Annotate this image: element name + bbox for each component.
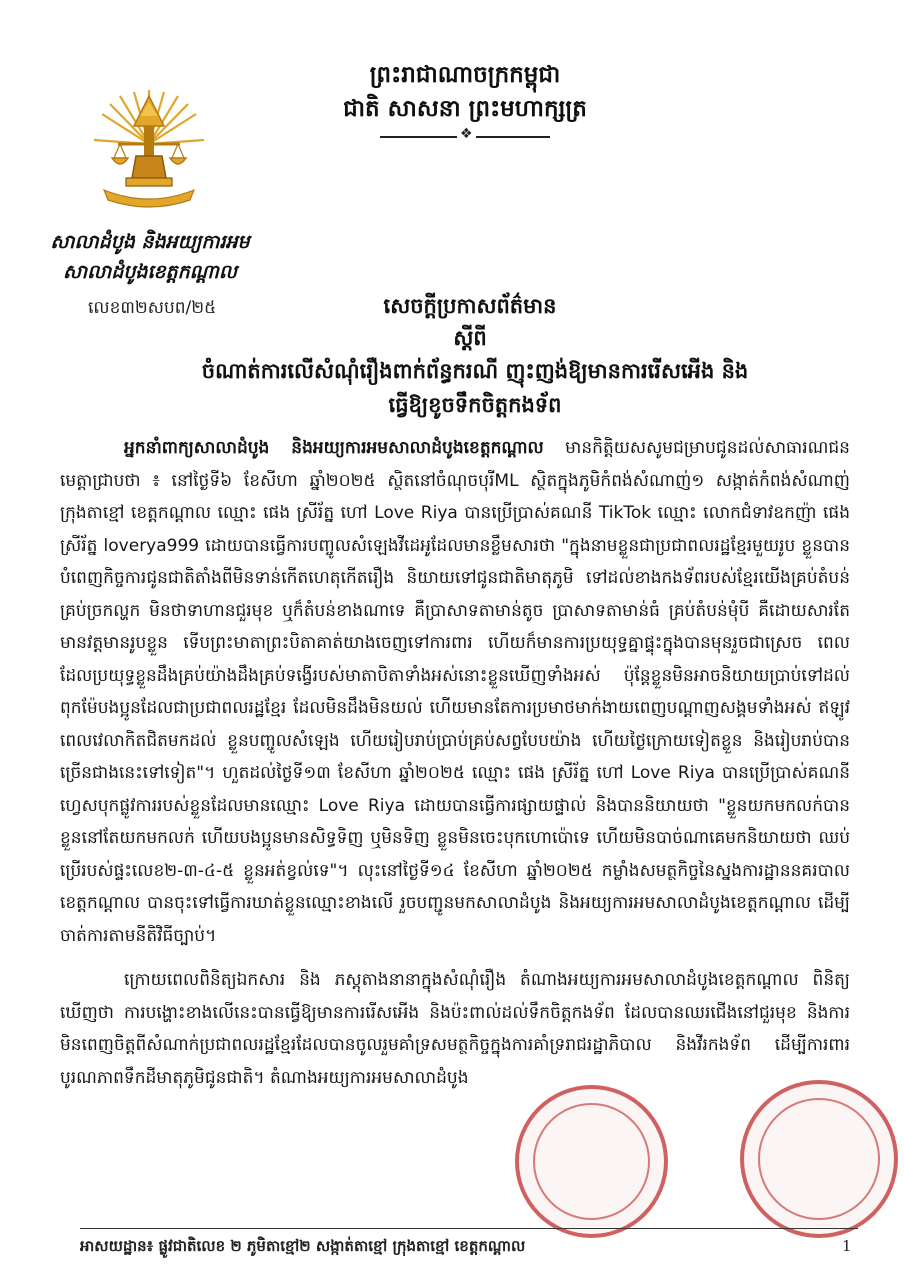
document-subject-line2: ធ្វើឱ្យខូចទឹកចិត្តកងទ័ព: [388, 393, 562, 417]
seal-inner-ring: [758, 1098, 880, 1220]
document-title-block: [110, 290, 840, 422]
national-motto: ជាតិ សាសនា ព្រះមហាក្សត្រ: [343, 96, 587, 122]
court-name-line2: សាលាដំបូងខេត្តកណ្ដាល: [63, 261, 237, 283]
body-paragraph-2: ក្រោយពេលពិនិត្យឯកសារ និង ភស្តុតាងនានាក្នុងសំណុំរឿង តំណាងអយ្យការអមសាលាដំបូងខេត្តកណ្ដាល ពិនិត្យឃើញថា ការបង្ហោះខាងលើនេះបានធ្វើឱ្យមានការរើសអើង និងប៉ះពាល់ដល់ទឹកចិត្តកងទ័ព ដែលបានឈរជើងនៅជួរមុខ និងការមិនពេញចិត្តពីសំណាក់ប្រជាពលរដ្ឋខ្មែរដែលបានចូលរួមគាំទ្រសមត្ថកិច្ចក្នុងការគាំទ្ររាជរដ្ឋាភិបាល និងវីរកងទ័ព ដើម្បីការពារបូរណភាពទឹកដីមាតុភូមិជូនជាតិ។ តំណាងអយ្យការអមសាលាដំបូង: [60, 970, 850, 1088]
document-subject-line1: ចំណាត់ការលើសំណុំរឿងពាក់ព័ន្ធករណី ញុះញង់ឱ្យមានការរើសអើង និង: [201, 359, 749, 383]
paragraph-text: មានកិត្តិយសសូមជម្រាបជូនដល់សាធារណជនមេត្តាជ្រាបថា ៖ នៅថ្ងៃទី៦ ខែសីហា ឆ្នាំ២០២៥ ស្ថិតនៅចំណុចបុរីML ស្ថិតក្នុងភូមិកំពង់សំណាញ់១ សង្កាត់កំពង់សំណាញ់ ក្រុងតាខ្មៅ ខេត្តកណ្ដាល ឈ្មោះ ផេង ស្រីរ័ត្ន ហៅ Love Riya បានប្រើប្រាស់គណនី TikTok ឈ្មោះ លោកជំទាវឧកញ៉ា ផេង ស្រីរ័ត្ន loverya999 ដោយបានធ្វើការបញ្ចូលសំឡេងវីដេអូដែលមានខ្លឹមសារថា "ក្នុងនាមខ្លួនជាប្រជាពលរដ្ឋខ្មែរមួយរូប ខ្លួនបានបំពេញកិច្ចការជូនជាតិតាំងពីមិនទាន់កើតហេតុកើតរឿង និយាយទៅជូនជាតិមាតុភូមិ ទៅដល់ខាងកងទ័ពរបស់ខ្មែរយើងគ្រប់តំបន់ គ្រប់ច្រកល្ហក មិនថាទាហានជួរមុខ ឬក៏តំបន់ខាងណាទេ គឺប្រាសាទតាមាន់តូច ប្រាសាទតាមាន់ធំ គ្រប់តំបន់មុំបី គឺដោយសារតែមានវត្តមានរូបខ្លួន ទើបព្រះមាតាព្រះបិតាគាត់យាងចេញទៅការពារ ហើយក៏មានការប្រយុទ្ធគ្នាផ្ទុះក្នុងបានមុនរួចជាស្រេច ពេលដែលប្រយុទ្ធខ្លួនដឹងគ្រប់យ៉ាងដឹងគ្រប់ទង្វើរបស់មាតាបិតាទាំងអស់នោះខ្លួនឃើញទាំងអស់ ប៉ុន្តែខ្លួនមិនអាចនិយាយប្រាប់ទៅដល់ពុកម៉ែបងប្អូនដែលជាប្រជាពលរដ្ឋខ្មែរ ដែលមិនដឹងមិនយល់ ហើយមានតែការប្រមាថមាក់ងាយពេញបណ្ដាញសង្គមទាំងអស់ ឥឡូវពេលវេលាកិតជិតមកដល់ ខ្លួនបញ្ចូលសំឡេង ហើយរៀបរាប់ប្រាប់គ្រប់សព្វបែបយ៉ាង ហើយថ្ងៃក្រោយទៀតខ្លួន និងរៀបរាប់បានច្រើនជាងនេះទៅទៀត"។ ហួតដល់ថ្ងៃទី១៣ ខែសីហា ឆ្នាំ២០២៥ ឈ្មោះ ផេង ស្រីរ័ត្ន ហៅ Love Riya បានប្រើប្រាស់គណនីហ្វេសបុកផ្លូវការរបស់ខ្លួនដែលមានឈ្មោះ Love Riya ដោយបានធ្វើការផ្សាយផ្ទាល់ និងបាននិយាយថា "ខ្លួនយកមកលក់បាន ខ្លួននៅតែយកមកលក់ ហើយបងប្អូនមានសិទ្ធទិញ ឬមិនទិញ ខ្លួនមិនចេះបុកហោប៉ោទេ ហើយមិនបាច់ណាគេមកនិយាយថា ឈប់ប្រើរបស់ផ្ទះលេខ២-៣-៤-៥ ខ្លួនអត់ខ្វល់ទេ"។ លុះនៅថ្ងៃទី១៤ ខែសីហា ឆ្នាំ២០២៥ កម្លាំងសមត្ថកិច្ចនៃស្នងការដ្ឋាននគរបាលខេត្តកណ្ដាល បានចុះទៅធ្វើការឃាត់ខ្លួនឈ្មោះខាងលើ រួចបញ្ជូនមកសាលាដំបូង និងអយ្យការអមសាលាដំបូងខេត្តកណ្ដាល ដើម្បីចាត់ការតាមនីតិវិធីច្បាប់។: [60, 438, 850, 946]
footer-divider: [80, 1228, 858, 1229]
reference-number: លេខ៣២សបព/២៥: [88, 298, 217, 318]
seal-inner-ring: [533, 1103, 650, 1220]
page-number: 1: [842, 1237, 852, 1255]
ornamental-divider: [380, 132, 550, 142]
kingdom-title: ព្រះរាជាណាចក្រកម្ពុជា: [369, 62, 561, 88]
paragraph-lead: អ្នកនាំពាក្យសាលាដំបូង និងអយ្យការអមសាលាដំបូងខេត្តកណ្ដាល: [124, 438, 544, 458]
body-paragraph-1: [60, 432, 850, 952]
official-seal-stamp: [740, 1080, 898, 1238]
document-title: សេចក្ដីប្រកាសព័ត៌មាន: [383, 294, 557, 318]
kingdom-header: [300, 58, 630, 142]
issuing-authority: [30, 227, 270, 287]
court-emblem-icon: [90, 82, 208, 210]
document-subtitle: ស្ដីពី: [453, 326, 487, 350]
document-body: [60, 432, 850, 1106]
court-name-line1: សាលាដំបូង និងអយ្យការអម: [50, 231, 250, 253]
footer-address: អាសយដ្ឋាន៖ ផ្លូវជាតិលេខ ២ ភូមិតាខ្មៅ២ សង្កាត់តាខ្មៅ ក្រុងតាខ្មៅ ខេត្តកណ្ដាល: [80, 1237, 526, 1255]
official-seal-stamp: [515, 1085, 668, 1238]
